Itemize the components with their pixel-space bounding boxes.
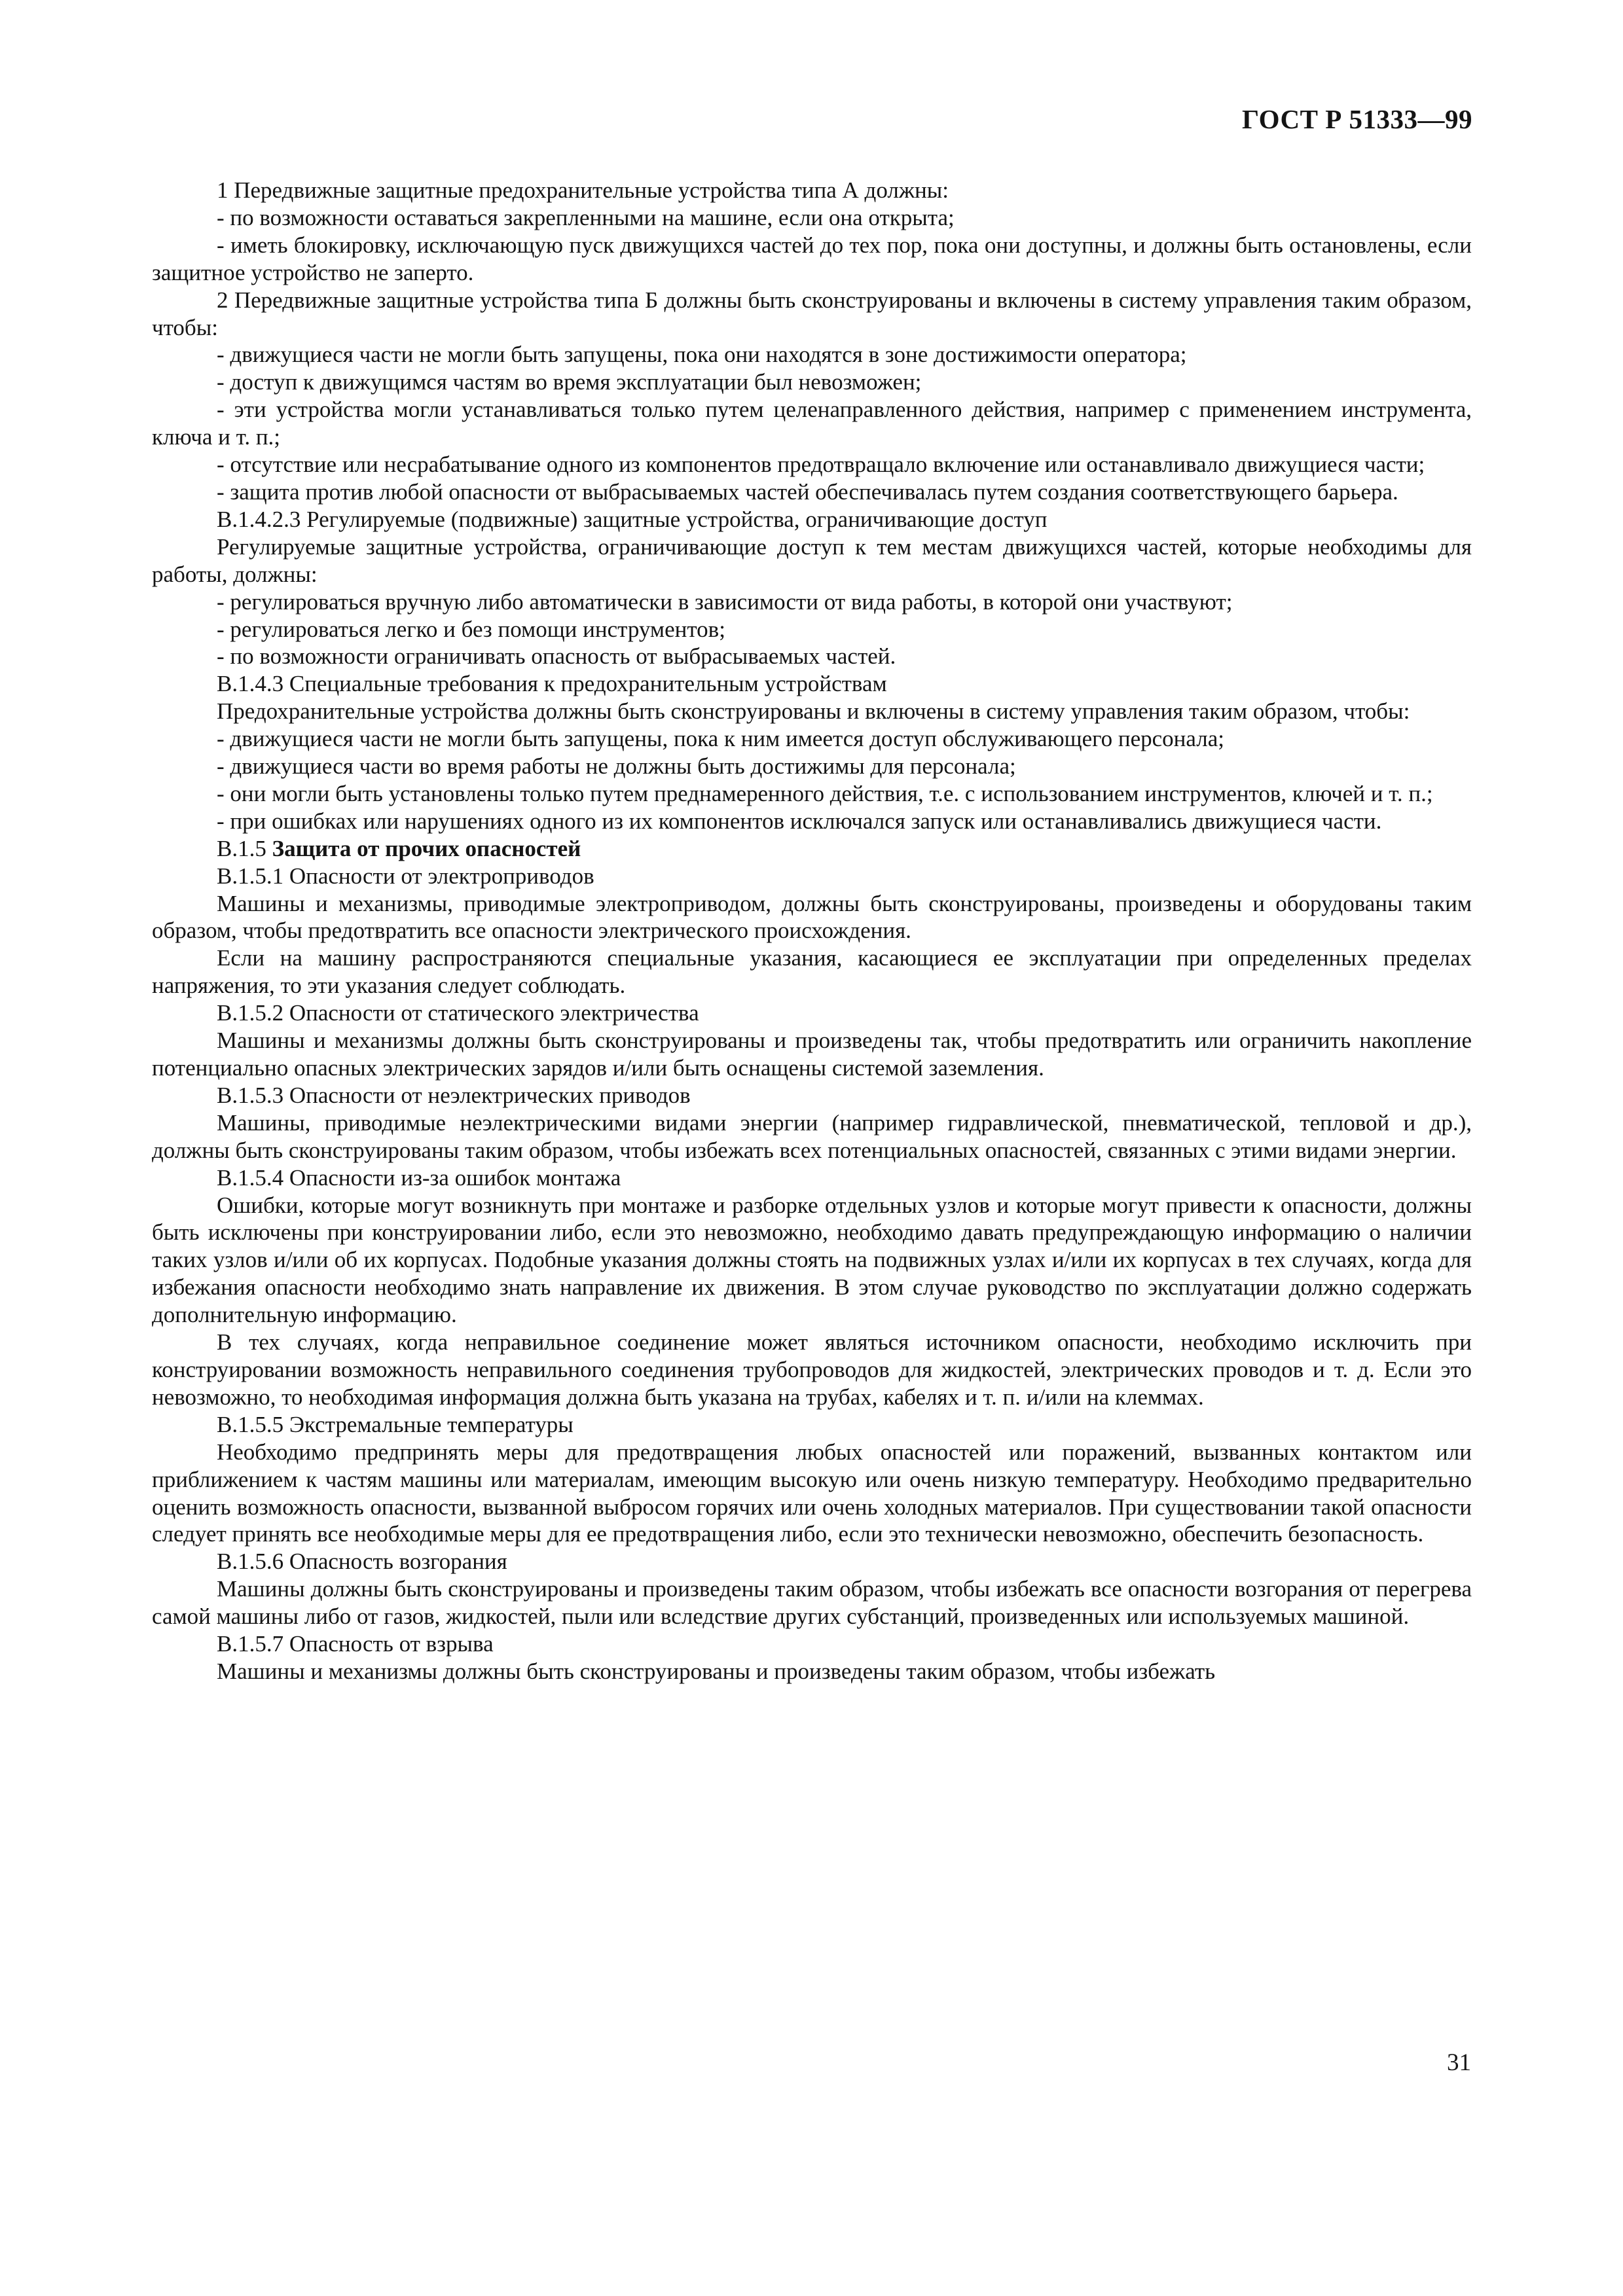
section-heading: [152, 835, 1472, 863]
subsection-heading: В.1.5.6 Опасность возгорания: [217, 1549, 507, 1575]
paragraph: Если на машину распространяются специальные указания, касающиеся ее эксплуатации при определенных пределах напряжения, то эти указания следует соблюдать.: [152, 945, 1472, 999]
paragraph: 2 Передвижные защитные устройства типа Б должны быть сконструированы и включены в систему управления таким образом, чтобы:: [152, 287, 1472, 340]
paragraph: - они могли быть установлены только путем преднамеренного действия, т.е. с использованием инструментов, ключей и т. п.;: [217, 780, 1433, 806]
paragraph: - отсутствие или несрабатывание одного из компонентов предотвращало включение или останавливало движущиеся части;: [217, 452, 1425, 478]
section-number: В.1.5: [217, 835, 266, 861]
paragraph: 1 Передвижные защитные предохранительные устройства типа А должны:: [217, 177, 949, 203]
paragraph: - доступ к движущимся частям во время эксплуатации был невозможен;: [217, 369, 922, 395]
document-standard-id: ГОСТ Р 51333—99: [1242, 104, 1472, 134]
paragraph: В тех случаях, когда неправильное соединение может являться источником опасности, необходимо исключить при конструировании возможность неправильного соединения трубопроводов для жидкостей, электрических проводов и т. д. Если это невозможно, то необходимая информация должна быть указана на трубах, кабелях и т. п. и/или на клеммах.: [152, 1329, 1472, 1410]
subsection-heading: В.1.5.3 Опасности от неэлектрических приводов: [217, 1082, 691, 1108]
paragraph: - по возможности ограничивать опасность от выбрасываемых частей.: [217, 643, 896, 670]
document-body: [152, 177, 1472, 1685]
paragraph: Машины и механизмы, приводимые электроприводом, должны быть сконструированы, произведены и оборудованы таким образом, чтобы предотвратить все опасности электрического происхождения.: [152, 890, 1472, 944]
paragraph: - защита против любой опасности от выбрасываемых частей обеспечивалась путем создания соответствующего барьера.: [217, 478, 1398, 505]
paragraph: - иметь блокировку, исключающую пуск движущихся частей до тех пор, пока они доступны, и должны быть остановлены, если защитное устройство не заперто.: [152, 232, 1472, 285]
paragraph: Ошибки, которые могут возникнуть при монтаже и разборке отдельных узлов и которые могут привести к опасности, должны быть исключены при конструировании либо, если это невозможно, необходимо давать предупреждающую информацию о наличии таких узлов и/или об их корпусах. Подобные указания должны стоять на подвижных узлах и/или их корпусах в тех случаях, когда для избежания опасности необходимо знать направление их движения. В этом случае руководство по эксплуатации должно содержать дополнительную информацию.: [152, 1192, 1472, 1328]
paragraph: - по возможности оставаться закрепленными на машине, если она открыта;: [217, 204, 955, 230]
subsection-heading: В.1.5.7 Опасность от взрыва: [217, 1631, 494, 1657]
paragraph: Машины должны быть сконструированы и произведены таким образом, чтобы избежать все опасности возгорания от перегрева самой машины либо от газов, жидкостей, пыли или вследствие других субстанций, произведенных или используемых машиной.: [152, 1576, 1472, 1630]
subsection-heading: В.1.5.5 Экстремальные температуры: [217, 1411, 574, 1437]
paragraph: Предохранительные устройства должны быть сконструированы и включены в систему управления таким образом, чтобы:: [217, 698, 1410, 725]
paragraph: - эти устройства могли устанавливаться только путем целенаправленного действия, например с применением инструмента, ключа и т. п.;: [152, 397, 1472, 450]
paragraph: Машины и механизмы должны быть сконструированы и произведены так, чтобы предотвратить или ограничить накопление потенциально опасных электрических зарядов и/или быть оснащены системой заземления.: [152, 1028, 1472, 1081]
subsection-heading: В.1.4.2.3 Регулируемые (подвижные) защитные устройства, ограничивающие доступ: [217, 506, 1048, 532]
section-title: Защита от прочих опасностей: [272, 835, 581, 861]
page-number: 31: [1447, 2049, 1471, 2076]
paragraph: - регулироваться вручную либо автоматически в зависимости от вида работы, в которой они участвуют;: [217, 588, 1233, 615]
subsection-heading: В.1.5.1 Опасности от электроприводов: [217, 863, 594, 889]
paragraph: - регулироваться легко и без помощи инструментов;: [217, 616, 725, 642]
paragraph: - движущиеся части не могли быть запущены, пока они находятся в зоне достижимости оператора;: [217, 342, 1187, 368]
paragraph: - при ошибках или нарушениях одного из их компонентов исключался запуск или останавливались движущиеся части.: [217, 808, 1382, 834]
subsection-heading: В.1.4.3 Специальные требования к предохранительным устройствам: [217, 671, 887, 697]
paragraph: - движущиеся части не могли быть запущены, пока к ним имеется доступ обслуживающего персонала;: [217, 726, 1224, 752]
subsection-heading: В.1.5.4 Опасности из-за ошибок монтажа: [217, 1164, 621, 1191]
paragraph: - движущиеся части во время работы не должны быть достижимы для персонала;: [217, 753, 1016, 780]
paragraph: Машины, приводимые неэлектрическими видами энергии (например гидравлической, пневматической, тепловой и др.), должны быть сконструированы таким образом, чтобы избежать всех потенциальных опасностей, связанных с этими видами энергии.: [152, 1109, 1472, 1163]
paragraph: Необходимо предпринять меры для предотвращения любых опасностей или поражений, вызванных контактом или приближением к частям машины или материалам, имеющим высокую или очень низкую температуру. Необходимо предварительно оценить возможность опасности, вызванной выбросом горячих или очень холодных материалов. При существовании такой опасности следует принять все необходимые меры для ее предотвращения либо, если это технически невозможно, обеспечить безопасность.: [152, 1439, 1472, 1547]
subsection-heading: В.1.5.2 Опасности от статического электричества: [217, 1000, 699, 1026]
paragraph: Регулируемые защитные устройства, ограничивающие доступ к тем местам движущихся частей, которые необходимы для работы, должны:: [152, 533, 1472, 587]
paragraph: Машины и механизмы должны быть сконструированы и произведены таким образом, чтобы избежать: [217, 1658, 1216, 1684]
